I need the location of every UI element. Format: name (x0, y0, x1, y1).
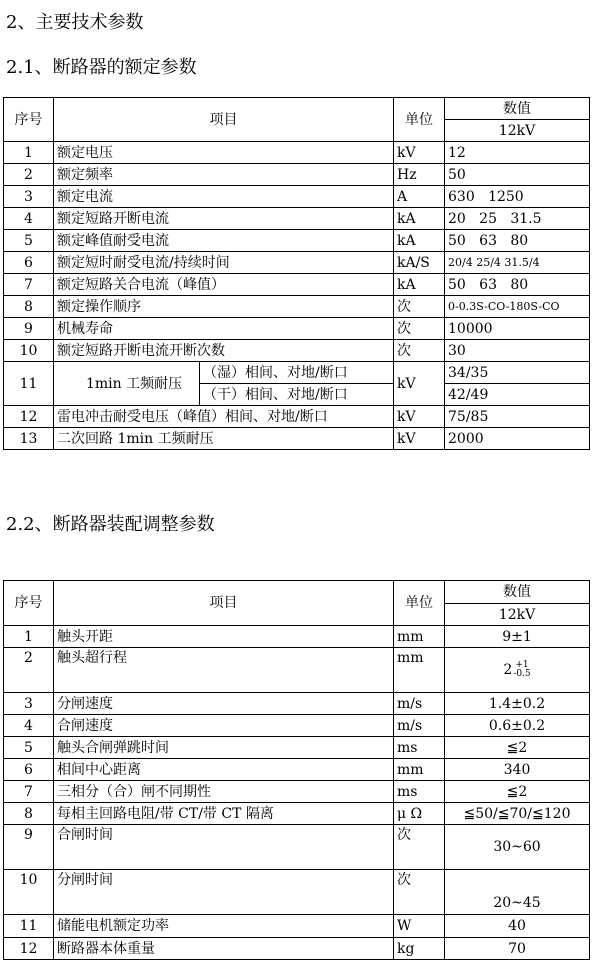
header-unit: 单位 (394, 98, 445, 142)
table-row: 9 合闸时间 次 30~60 (4, 825, 590, 870)
header-voltage-class: 12kV (445, 604, 590, 626)
header-no: 序号 (4, 98, 54, 142)
table-row: 3 分闸速度 m/s 1.4±0.2 (4, 693, 590, 715)
table-row: 5 额定峰值耐受电流 kA 50 63 80 (4, 230, 590, 252)
table-row: 4 合闸速度 m/s 0.6±0.2 (4, 715, 590, 737)
table-row: 6 额定短时耐受电流/持续时间 kA/S 20/4 25/4 31.5/4 (4, 252, 590, 274)
subsection-heading-2-1: 2.1、断路器的额定参数 (6, 57, 197, 78)
table-row: 4 额定短路开断电流 kA 20 25 31.5 (4, 208, 590, 230)
header-item: 项目 (54, 98, 394, 142)
header-value: 数值 (445, 98, 590, 120)
assembly-adjustment-table (3, 580, 590, 960)
table-row: 12 断路器本体重量 kg 70 (4, 938, 590, 960)
table-row: 8 额定操作顺序 次 0-0.3S-CO-180S-CO (4, 296, 590, 318)
table-row: 10 分闸时间 次 20~45 (4, 870, 590, 915)
table-row: （干）相间、对地/断口 42/49 (4, 384, 590, 406)
section-heading: 2、主要技术参数 (6, 12, 144, 33)
table-row: 9 机械寿命 次 10000 (4, 318, 590, 340)
table-row: 11 储能电机额定功率 W 40 (4, 915, 590, 938)
table-row: 6 相间中心距离 mm 340 (4, 759, 590, 781)
table-row: 1 额定电压 kV 12 (4, 142, 590, 164)
header-voltage-class: 12kV (445, 120, 590, 142)
header-value: 数值 (445, 581, 590, 604)
header-item: 项目 (54, 581, 394, 626)
overtravel-tolerance-value: 2 +1 -0.5 (503, 660, 531, 679)
table-row: 13 二次回路 1min 工频耐压 kV 2000 (4, 428, 590, 450)
table-row: 8 每相主回路电阻/带 CT/带 CT 隔离 μ Ω ≦50/≦70/≦120 (4, 803, 590, 825)
rated-parameters-table (3, 97, 590, 450)
table-row: 10 额定短路开断电流开断次数 次 30 (4, 340, 590, 362)
subsection-heading-2-2: 2.2、断路器装配调整参数 (6, 514, 215, 535)
table-row: 7 额定短路关合电流（峰值） kA 50 63 80 (4, 274, 590, 296)
header-no: 序号 (4, 581, 54, 626)
table-row: 5 触头合闸弹跳时间 ms ≦2 (4, 737, 590, 759)
table-row: 2 额定频率 Hz 50 (4, 164, 590, 186)
table-row: 7 三相分（合）闸不同期性 ms ≦2 (4, 781, 590, 803)
table-row: 12 雷电冲击耐受电压（峰值）相间、对地/断口 kV 75/85 (4, 406, 590, 428)
table-row: 2 触头超行程 mm 2 +1 -0.5 (4, 648, 590, 693)
table-row: 1 触头开距 mm 9±1 (4, 626, 590, 648)
header-unit: 单位 (394, 581, 445, 626)
table-row: 11 1min 工频耐压 （湿）相间、对地/断口 kV 34/35 (4, 362, 590, 384)
table-row: 3 额定电流 A 630 1250 (4, 186, 590, 208)
